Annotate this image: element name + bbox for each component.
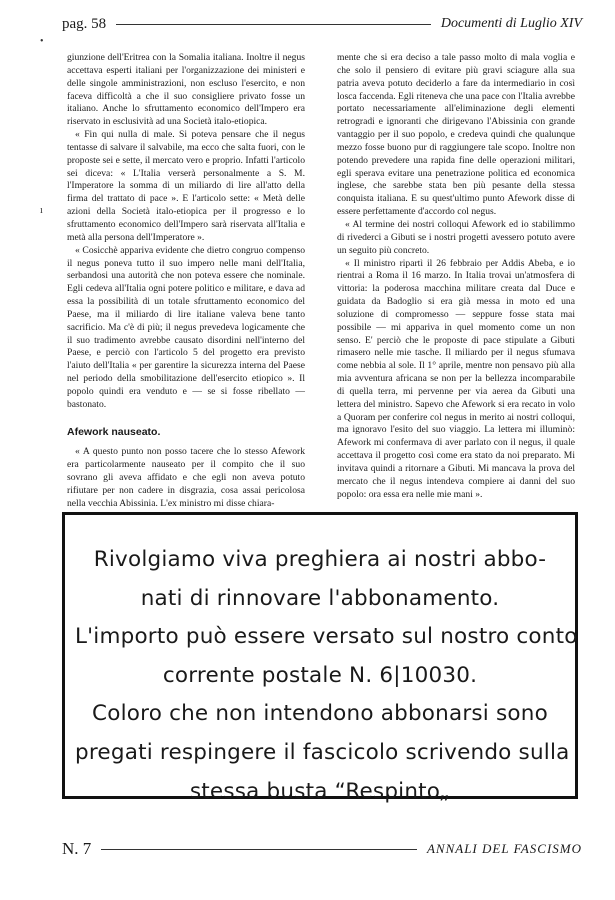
magazine-title: ANNALI DEL FASCISMO [426,841,582,856]
notice-line: pregati respingere il fascicolo scrivendo sulla [75,739,570,765]
paragraph: « Il ministro ripartì il 26 febbraio per Addis Abeba, e io rientrai a Roma il 16 marzo. In Italia trovai un'atmosfera di vittoria: la poderosa macchina militare creata dal Duce e guidata da Badoglio si era già messa in moto ed una soluzione di compromesso — seppure fosse stata mai possibile — mi appariva in quel momento come un non senso. E' perciò che le proposte di pace stipulate a Gibuti rimasero nelle mie tasche. Il miliardo per il negus sfumava come nebbia al sole. Il 1° aprile, mentre non pensavo più alla mia avventura africana se non per la bellezza incomparabile di quella terra, mi pervenne per via aerea da Gibuti una lettera del ministro. Sapevo che Afework si era recato in volo a Quoram per conferire col negus in merito ai nostri colloqui, ma ignoravo l'esito del suo viaggio. La lettera mi illuminò: Afework mi confermava di aver parlato con il negus, il quale accettava il progetto così come era stato da noi preparato. Mi invitava quindi a ritornare a Gibuti. Mi mancava la prova del mercato che il negus intendeva compiere ai danni del suo popolo: ora essa era nelle mie mani ». [337,257,575,500]
right-column [337,52,575,502]
paragraph: giunzione dell'Eritrea con la Somalia italiana. Inoltre il negus accettava esperti italiani per l'organizzazione dei ministeri e delle singole amministrazioni, non escluso l'esercito, e non faceva difficoltà a che il suo consigliere privato fosse un italiano. Anche lo sfruttamento economico dell'Impero era riservato in esclusività ad una Società italo-etiopica. [67,52,305,128]
subscription-notice [62,512,578,804]
paragraph: « Fin qui nulla di male. Si poteva pensare che il negus tentasse di salvare il salvabile, ma ecco che salta fuori, con le proposte sei e sette, il mercato vero e proprio. Infatti l'articolo sei diceva: « L'Italia verserà personalmente a S. M. l'Imperatore la somma di un miliardo di lire all'atto della firma del trattato di pace ». E l'articolo sette: « Metà delle azioni della Società italo-etiopica per il progresso e lo sfruttamento economico dell'Impero sarà riservata all'Italia e metà alla persona dell'Imperatore ». [67,129,305,243]
notice-line: stessa busta “Respinto„ [189,778,451,804]
page-number: pag. 58 [62,15,107,32]
issue-number: N. 7 [62,839,92,858]
paragraph: « Al termine dei nostri colloqui Afework ed io stabilimmo di rivederci a Gibuti se i nostri progetti avessero potuto avere un seguito più concreto. [337,218,575,256]
section-heading: Afework nauseato. [67,425,161,438]
footer-rule [101,849,417,850]
margin-mark: • [40,36,44,47]
paragraph: « A questo punto non posso tacere che lo stesso Afework era particolarmente nauseato per il compito che il suo sovrano gli aveva affidato e che egli non aveva potuto rifiutare per non cadere in disgrazia, cosa assai pericolosa nella vecchia Abissinia. L'ex ministro mi disse chiara- [67,446,305,509]
notice-line: Rivolgiamo viva preghiera ai nostri abbo- [93,547,547,572]
page-footer [62,838,582,860]
margin-mark: ı [40,205,43,216]
notice-line: corrente postale N. 6|10030. [162,662,478,688]
notice-line: L'importo può essere versato sul nostro conto [75,624,578,650]
paragraph: mente che si era deciso a tale passo molto di mala voglia e che solo il pensiero di evitare più gravi sciagure alla sua patria aveva potuto deciderlo a fare da intermediario in così losca faccenda. Egli riteneva che una pace con l'Italia avrebbe portato necessariamente all'eliminazione degli elementi retrogradi e ignoranti che dirigevano l'Abissinia con grande vantaggio per il suo popolo, e credeva quindi che qualunque mezzo fosse buono pur di raggiungere tale scopo. Inoltre non potendo prevedere una rapida fine delle operazioni militari, egli sperava evitare una penetrazione politica ed economica inglese, che sarebbe stata ben più pesante della stessa conquista italiana. E su quest'ultimo punto Afework disse di essere perfettamente d'accordo col negus. [337,52,575,218]
notice-line: Coloro che non intendono abbonarsi sono [92,701,548,727]
running-title: Documenti di Luglio XIV [440,16,582,31]
page-header [62,14,582,34]
header-rule [116,24,431,25]
left-column [67,52,305,511]
paragraph: « Cosicchè appariva evidente che dietro congruo compenso il negus poneva tutto il suo impero nelle mani dell'Italia, serbandosi una autorità che non poteva essere che nominale. Egli cedeva all'Italia ogni potere politico e militare, e dava ad essa la possibilità di un totale sfruttamento economico del Paese, ma il miliardo di lire italiane valeva bene tanto sacrificio. Ma c'è di più; il negus prevedeva logicamente che il suo tradimento avrebbe causato disordini nell'interno del Paese, e perciò con l'articolo 5 del progetto era previsto l'aiuto dell'Italia « per garentire la sicurezza interna del Paese nel periodo della smobilitazione dell'esercito etiopico ». Il popolo quindi era venduto e — se si fosse ribellato — bastonato. [67,244,305,410]
notice-line: nati di rinnovare l'abbonamento. [140,585,500,611]
